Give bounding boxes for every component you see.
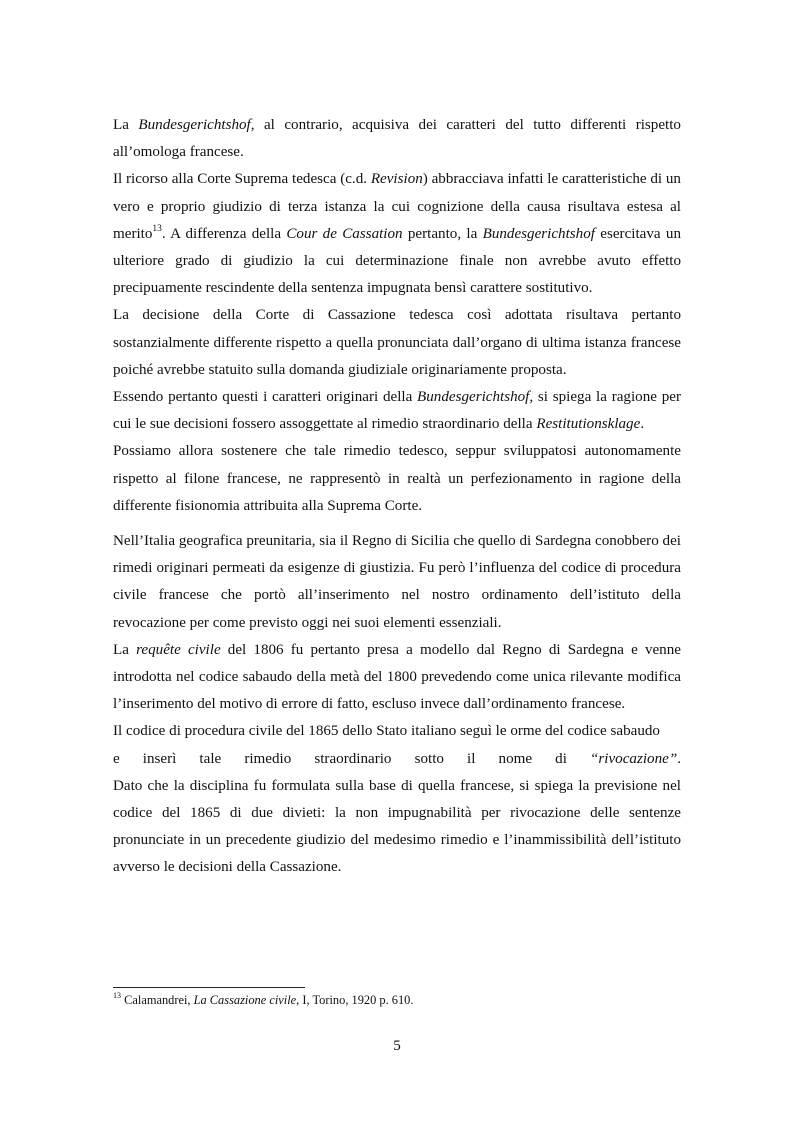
emphasis: Bundesgerichtshof — [138, 117, 251, 133]
footnote-separator — [113, 987, 305, 988]
paragraph-5: Possiamo allora sostenere che tale rimedio tedesco, seppur sviluppatosi autonomamente rispetto al filone francese, ne rappresentò in realtà un perfezionamento in ragione della differente fisionomia attribuita alla Suprema Corte. — [113, 443, 681, 514]
emphasis: Bundesgerichtshof — [482, 225, 595, 242]
paragraph-9: Dato che la disciplina fu formulata sulla base di quella francese, si spiega la previsione nel codice del 1865 di due divieti: la non impugnabilità per rivocazione delle sentenze pronunciate in un precedente giudizio del medesimo rimedio e l’inammissibilità dell’istituto avverso le decisioni della Cassazione. — [113, 777, 681, 876]
footnote-title: La Cassazione civile — [193, 993, 297, 1007]
footnote-number: 13 — [113, 990, 121, 1000]
paragraph-3: La decisione della Corte di Cassazione tedesca così adottata risultava pertanto sostanzialmente differente rispetto a quella pronunciata dall’organo di ultima istanza francese poiché avrebbe statuito sulla domanda giudiziale originariamente proposta. — [113, 307, 681, 378]
paragraph-2: Il ricorso alla Corte Suprema tedesca (c.d. Revision) abbracciava infatti le caratteristiche di un vero e proprio giudizio di terza istanza la cui cognizione della causa risultava estesa al merito$^{13}$. A differenza della Cour de Cassation pertanto, la Bundesgerichtshof esercitava un ulteriore grado di giudizio la cui determinazione finale non avrebbe avuto effetto precipuamente rescindente della sentenza impugnata bensì carattere sostitutivo. — [113, 171, 681, 297]
paragraph-1: La Bundesgerichtshof, al contrario, acquisiva dei caratteri del tutto differenti rispetto all’omologa francese. — [113, 117, 681, 161]
paragraph-7: La requête civile del 1806 fu pertanto presa a modello dal Regno di Sardegna e venne introdotta nel codice sabaudo della metà del 1800 prevedendo come unica rilevante modifica l’inserimento del motivo di errore di fatto, escluso invece dall’ordinamento francese. — [113, 641, 681, 713]
paragraph-4: Essendo pertanto questi i caratteri originari della Bundesgerichtshof, si spiega la ragione per cui le sue decisioni fossero assoggettate al rimedio straordinario della Restitutionsklage. — [113, 389, 681, 433]
paragraph-8: Il codice di procedura civile del 1865 dello Stato italiano seguì le orme del codice sabaudo e inserì tale rimedio straordinario sotto il nome di “rivocazione”. — [113, 723, 681, 767]
footnote: $^{13}$ Calamandrei, La Cassazione civile, I, Torino, 1920 p. 610. — [113, 990, 414, 1007]
paragraph-6: Nell’Italia geografica preunitaria, sia il Regno di Sicilia che quello di Sardegna conobbero dei rimedi originari permeati da esigenze di giustizia. Fu però l’influenza del codice di procedura civile francese che portò all’inserimento nel nostro ordinamento dell’istituto della revocazione per come previsto oggi nei suoi elementi essenziali. — [113, 533, 681, 631]
emphasis: Restitutionsklage — [536, 416, 641, 433]
emphasis: Revision — [370, 171, 423, 188]
emphasis: requête civile — [136, 641, 221, 658]
emphasis: Bundesgerichtshof, — [417, 389, 534, 406]
emphasis: “rivocazione” — [590, 750, 678, 767]
page-number: 5 — [393, 1038, 401, 1054]
body-text — [113, 112, 681, 882]
footnote-reference[interactable]: 13 — [152, 223, 162, 234]
emphasis: Cour de Cassation — [286, 225, 403, 242]
